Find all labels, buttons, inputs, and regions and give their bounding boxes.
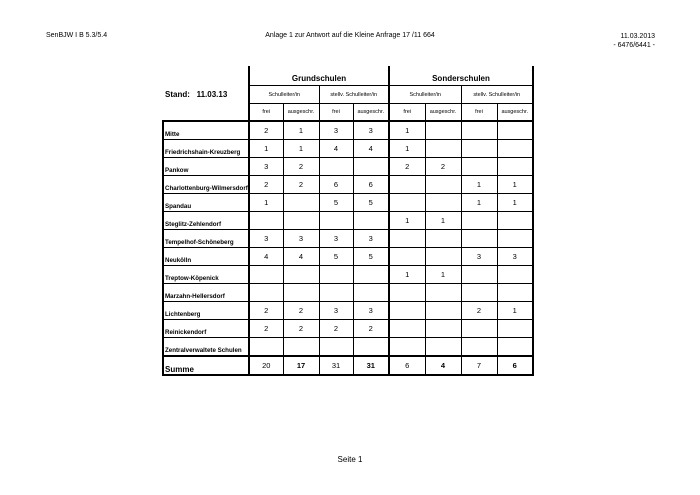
header-department: SenBJW I B 5.3/5.4 — [46, 32, 108, 39]
value-cell: 2 — [319, 320, 353, 338]
value-cell — [353, 158, 389, 176]
column-header-frei: frei — [319, 104, 353, 122]
header-title: Anlage 1 zur Antwort auf die Kleine Anfrage 17 /11 664 — [265, 32, 435, 39]
value-cell — [497, 266, 533, 284]
value-cell — [497, 230, 533, 248]
value-cell — [283, 338, 319, 357]
value-cell: 1 — [389, 140, 425, 158]
value-cell — [353, 338, 389, 357]
stand-date: 11.03.13 — [196, 90, 228, 99]
value-cell: 2 — [249, 176, 283, 194]
value-cell — [425, 176, 461, 194]
column-header-spacer — [163, 104, 249, 122]
value-cell: 3 — [353, 121, 389, 140]
value-cell — [461, 284, 497, 302]
value-cell — [389, 248, 425, 266]
column-header-frei: frei — [389, 104, 425, 122]
vacancy-table — [162, 66, 534, 376]
subgroup-stellv-sonder: stellv. Schulleiter/in — [461, 86, 533, 104]
sum-cell: 6 — [497, 356, 533, 375]
table-row — [163, 248, 533, 266]
value-cell — [249, 284, 283, 302]
value-cell: 1 — [389, 212, 425, 230]
district-name: Charlottenburg-Wilmersdorf — [163, 176, 249, 194]
district-name: Mitte — [163, 121, 249, 140]
value-cell — [319, 338, 353, 357]
sum-cell: 6 — [389, 356, 425, 375]
value-cell — [283, 212, 319, 230]
value-cell: 1 — [425, 212, 461, 230]
value-cell: 3 — [319, 121, 353, 140]
district-name: Marzahn-Hellersdorf — [163, 284, 249, 302]
district-name: Reinickendorf — [163, 320, 249, 338]
header-reference: - 6476/6441 - — [613, 42, 655, 49]
value-cell — [461, 140, 497, 158]
value-cell — [461, 158, 497, 176]
value-cell: 2 — [283, 302, 319, 320]
table-row — [163, 302, 533, 320]
column-header-frei: frei — [249, 104, 283, 122]
subgroup-schulleiter-sonder: Schulleiter/in — [389, 86, 461, 104]
table-row — [163, 158, 533, 176]
value-cell: 5 — [353, 194, 389, 212]
value-cell: 2 — [283, 320, 319, 338]
column-header-ausgeschr: ausgeschr. — [497, 104, 533, 122]
value-cell: 6 — [319, 176, 353, 194]
sum-row — [163, 356, 533, 375]
table-row — [163, 266, 533, 284]
table-row — [163, 121, 533, 140]
value-cell — [461, 320, 497, 338]
value-cell — [389, 284, 425, 302]
value-cell: 1 — [249, 140, 283, 158]
value-cell — [249, 212, 283, 230]
value-cell: 6 — [353, 176, 389, 194]
value-cell: 3 — [249, 158, 283, 176]
value-cell: 2 — [283, 176, 319, 194]
sum-cell: 4 — [425, 356, 461, 375]
value-cell: 5 — [319, 248, 353, 266]
subgroup-stellv-grund: stellv. Schulleiter/in — [319, 86, 389, 104]
value-cell: 2 — [283, 158, 319, 176]
value-cell — [425, 338, 461, 357]
value-cell — [389, 194, 425, 212]
district-name: Tempelhof-Schöneberg — [163, 230, 249, 248]
sum-cell: 7 — [461, 356, 497, 375]
table-row — [163, 176, 533, 194]
corner-cell — [163, 66, 249, 86]
value-cell: 1 — [497, 176, 533, 194]
value-cell: 2 — [249, 320, 283, 338]
value-cell — [461, 266, 497, 284]
sum-cell: 17 — [283, 356, 319, 375]
value-cell: 5 — [319, 194, 353, 212]
value-cell: 2 — [425, 158, 461, 176]
value-cell — [425, 284, 461, 302]
value-cell: 1 — [389, 266, 425, 284]
value-cell: 4 — [283, 248, 319, 266]
value-cell: 3 — [461, 248, 497, 266]
value-cell — [353, 266, 389, 284]
value-cell: 1 — [283, 140, 319, 158]
column-header-ausgeschr: ausgeschr. — [425, 104, 461, 122]
value-cell — [319, 266, 353, 284]
value-cell: 1 — [461, 176, 497, 194]
table-row — [163, 338, 533, 357]
value-cell: 1 — [497, 194, 533, 212]
sum-cell: 31 — [353, 356, 389, 375]
sum-cell: 31 — [319, 356, 353, 375]
table-row — [163, 140, 533, 158]
value-cell: 3 — [319, 230, 353, 248]
value-cell: 3 — [319, 302, 353, 320]
value-cell — [425, 194, 461, 212]
value-cell: 2 — [461, 302, 497, 320]
value-cell — [389, 176, 425, 194]
table-row — [163, 284, 533, 302]
value-cell — [425, 121, 461, 140]
value-cell — [425, 230, 461, 248]
value-cell: 2 — [389, 158, 425, 176]
value-cell: 3 — [353, 230, 389, 248]
value-cell — [319, 212, 353, 230]
value-cell — [497, 338, 533, 357]
value-cell: 1 — [425, 266, 461, 284]
value-cell: 4 — [319, 140, 353, 158]
value-cell: 3 — [283, 230, 319, 248]
table-row — [163, 212, 533, 230]
sum-label: Summe — [163, 356, 249, 375]
district-name: Friedrichshain-Kreuzberg — [163, 140, 249, 158]
value-cell: 3 — [249, 230, 283, 248]
value-cell — [389, 320, 425, 338]
value-cell — [425, 302, 461, 320]
table-row — [163, 230, 533, 248]
value-cell — [461, 230, 497, 248]
header-date: 11.03.2013 — [620, 33, 655, 40]
value-cell — [497, 320, 533, 338]
column-header-ausgeschr: ausgeschr. — [283, 104, 319, 122]
value-cell — [283, 284, 319, 302]
value-cell — [425, 140, 461, 158]
value-cell — [389, 338, 425, 357]
value-cell: 3 — [353, 302, 389, 320]
value-cell — [389, 302, 425, 320]
value-cell — [425, 320, 461, 338]
value-cell: 2 — [353, 320, 389, 338]
value-cell: 4 — [353, 140, 389, 158]
value-cell — [461, 212, 497, 230]
value-cell: 2 — [249, 302, 283, 320]
value-cell: 1 — [497, 302, 533, 320]
value-cell — [497, 140, 533, 158]
value-cell — [389, 230, 425, 248]
value-cell — [353, 284, 389, 302]
value-cell: 3 — [497, 248, 533, 266]
value-cell: 2 — [249, 121, 283, 140]
column-header-frei: frei — [461, 104, 497, 122]
value-cell — [461, 338, 497, 357]
value-cell — [249, 266, 283, 284]
district-name: Treptow-Köpenick — [163, 266, 249, 284]
value-cell: 1 — [461, 194, 497, 212]
value-cell — [319, 284, 353, 302]
value-cell — [497, 121, 533, 140]
value-cell — [353, 212, 389, 230]
value-cell — [249, 338, 283, 357]
value-cell: 1 — [283, 121, 319, 140]
table-row — [163, 194, 533, 212]
value-cell — [497, 212, 533, 230]
sum-cell: 20 — [249, 356, 283, 375]
stand-label: Stand: 11.03.13 — [163, 86, 249, 104]
district-name: Spandau — [163, 194, 249, 212]
value-cell — [497, 284, 533, 302]
district-name: Neukölln — [163, 248, 249, 266]
table-row — [163, 320, 533, 338]
district-name: Zentralverwaltete Schulen — [163, 338, 249, 357]
value-cell: 1 — [249, 194, 283, 212]
value-cell — [461, 121, 497, 140]
district-name: Steglitz-Zehlendorf — [163, 212, 249, 230]
district-name: Lichtenberg — [163, 302, 249, 320]
value-cell: 4 — [249, 248, 283, 266]
header-right — [613, 32, 655, 50]
value-cell — [425, 248, 461, 266]
page-number: Seite 1 — [337, 455, 363, 464]
value-cell: 5 — [353, 248, 389, 266]
value-cell: 1 — [389, 121, 425, 140]
value-cell — [497, 158, 533, 176]
district-name: Pankow — [163, 158, 249, 176]
value-cell — [319, 158, 353, 176]
subgroup-schulleiter-grund: Schulleiter/in — [249, 86, 319, 104]
column-header-ausgeschr: ausgeschr. — [353, 104, 389, 122]
value-cell — [283, 194, 319, 212]
group-header-sonderschulen: Sonderschulen — [389, 66, 533, 86]
group-header-grundschulen: Grundschulen — [249, 66, 389, 86]
value-cell — [283, 266, 319, 284]
